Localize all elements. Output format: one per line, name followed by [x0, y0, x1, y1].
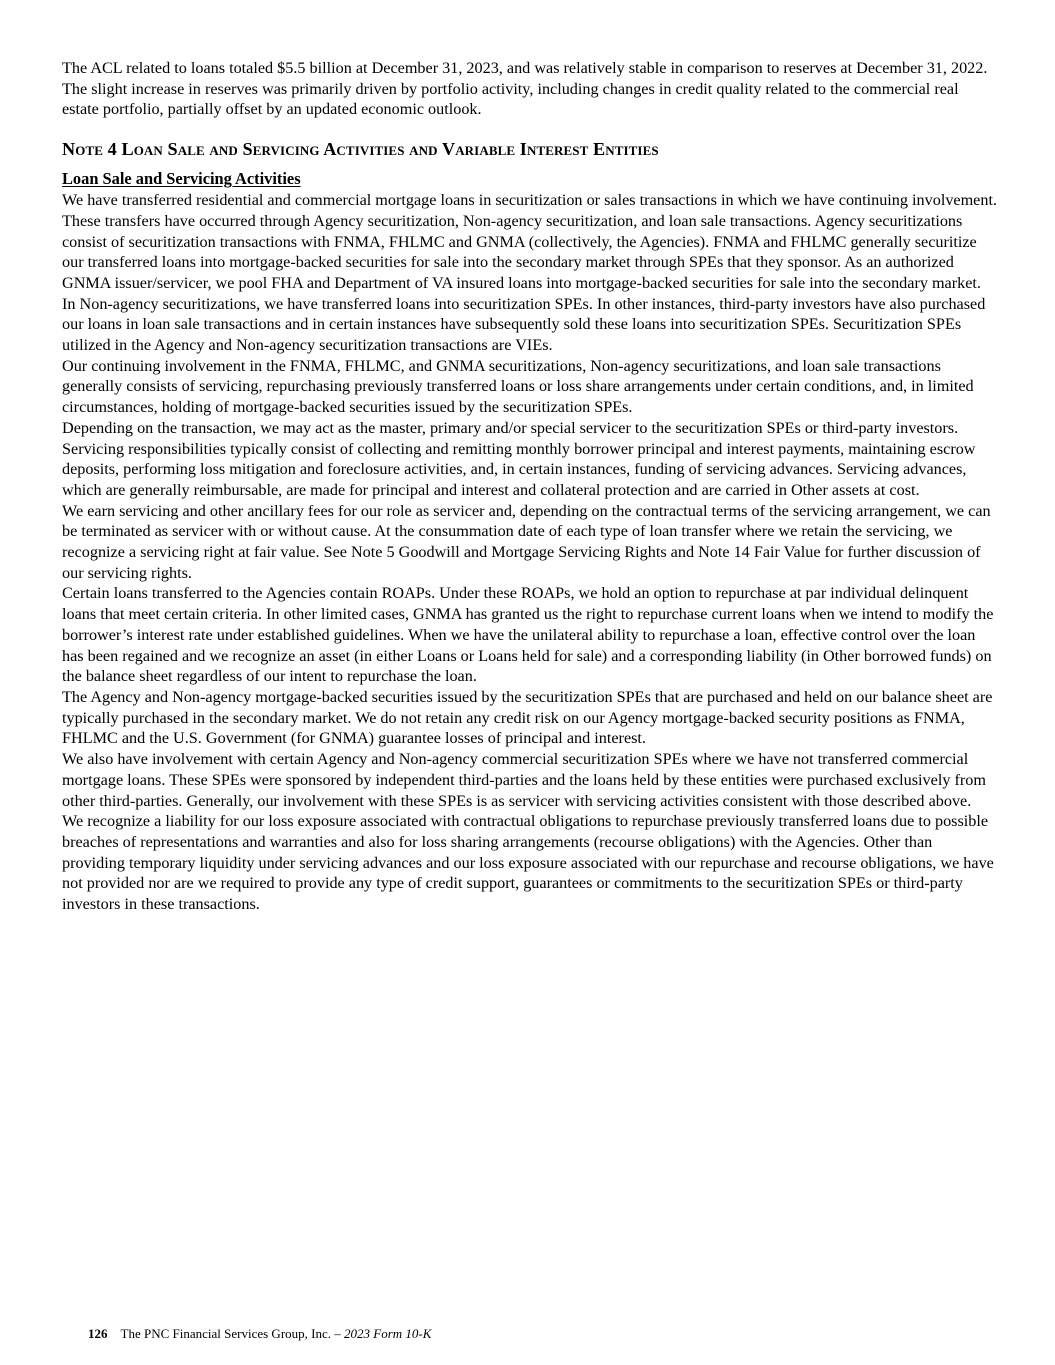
page-footer	[88, 1325, 431, 1343]
body-paragraph: We also have involvement with certain Agency and Non-agency commercial securitization SPEs where we have not transferred commercial mortgage loans. These SPEs were sponsored by independent third-parties and the loans held by these entities were purchased exclusively from other third-parties. Generally, our involvement with these SPEs is as servicer with servicing activities consistent with those described above.	[62, 750, 986, 810]
body-paragraph: Certain loans transferred to the Agencies contain ROAPs. Under these ROAPs, we hold an option to repurchase at par individual delinquent loans that meet certain criteria. In other limited cases, GNMA has granted us the right to repurchase current loans when we intend to modify the borrower’s interest rate under established guidelines. When we have the unilateral ability to repurchase a loan, effective control over the loan has been regained and we recognize an asset (in either Loans or Loans held for sale) and a corresponding liability (in Other borrowed funds) on the balance sheet regardless of our intent to repurchase the loan.	[62, 584, 994, 686]
intro-paragraph: The ACL related to loans totaled $5.5 billion at December 31, 2023, and was relatively stable in comparison to reserves at December 31, 2022. The slight increase in reserves was primarily driven by portfolio activity, including changes in credit quality related to the commercial real estate portfolio, partially offset by an updated economic outlook.	[62, 59, 988, 119]
body-paragraph: We earn servicing and other ancillary fees for our role as servicer and, depending on the contractual terms of the servicing arrangement, we can be terminated as servicer with or without cause. At the consummation date of each type of loan transfer where we retain the servicing, we recognize a servicing right at fair value. See Note 5 Goodwill and Mortgage Servicing Rights and Note 14 Fair Value for further discussion of our servicing rights.	[62, 501, 991, 582]
body-paragraph: Depending on the transaction, we may act as the master, primary and/or special servicer to the securitization SPEs or third-party investors. Servicing responsibilities typically consist of collecting and remitting monthly borrower principal and interest payments, maintaining escrow deposits, performing loss mitigation and foreclosure activities, and, in certain instances, funding of servicing advances. Servicing advances, which are generally reimbursable, are made for principal and interest and collateral protection and are carried in Other assets at cost.	[62, 418, 976, 499]
body-paragraph: We recognize a liability for our loss exposure associated with contractual obligations to repurchase previously transferred loans due to possible breaches of representations and warranties and also for loss sharing arrangements (recourse obligations) with the Agencies. Other than providing temporary liquidity under servicing advances and our loss exposure associated with our repurchase and recourse obligations, we have not provided nor are we required to provide any type of credit support, guarantees or commitments to the securitization SPEs or third-party investors in these transactions.	[62, 812, 994, 914]
document-page	[62, 58, 997, 915]
body-paragraph: We have transferred residential and commercial mortgage loans in securitization or sales transactions in which we have continuing involvement. These transfers have occurred through Agency securitization, Non-agency securitization, and loan sale transactions. Agency securitizations consist of securitization transactions with FNMA, FHLMC and GNMA (collectively, the Agencies). FNMA and FHLMC generally securitize our transferred loans into mortgage-backed securities for sale into the secondary market through SPEs that they sponsor. As an authorized GNMA issuer/servicer, we pool FHA and Department of VA insured loans into mortgage-backed securities for sale into the secondary market. In Non-agency securitizations, we have transferred loans into securitization SPEs. In other instances, third-party investors have also purchased our loans in loan sale transactions and in certain instances have subsequently sold these loans into securitization SPEs. Securitization SPEs utilized in the Agency and Non-agency securitization transactions are VIEs.	[62, 191, 998, 355]
note-title: Note 4 Loan Sale and Servicing Activities and Variable Interest Entities	[62, 139, 659, 160]
body-paragraph: Our continuing involvement in the FNMA, FHLMC, and GNMA securitizations, Non-agency securitizations, and loan sale transactions generally consists of servicing, repurchasing previously transferred loans or loss share arrangements under certain conditions, and, in limited circumstances, holding of mortgage-backed securities issued by the securitization SPEs.	[62, 356, 974, 417]
section-heading: Loan Sale and Servicing Activities	[62, 169, 301, 189]
body-paragraph: The Agency and Non-agency mortgage-backed securities issued by the securitization SPEs that are purchased and held on our balance sheet are typically purchased in the secondary market. We do not retain any credit risk on our Agency mortgage-backed security positions as FNMA, FHLMC and the U.S. Government (for GNMA) guarantee losses of principal and interest.	[62, 687, 993, 748]
footer-company: The PNC Financial Services Group, Inc. –	[120, 1326, 341, 1341]
page-number: 126	[88, 1326, 108, 1341]
footer-form: 2023 Form 10-K	[344, 1326, 432, 1341]
